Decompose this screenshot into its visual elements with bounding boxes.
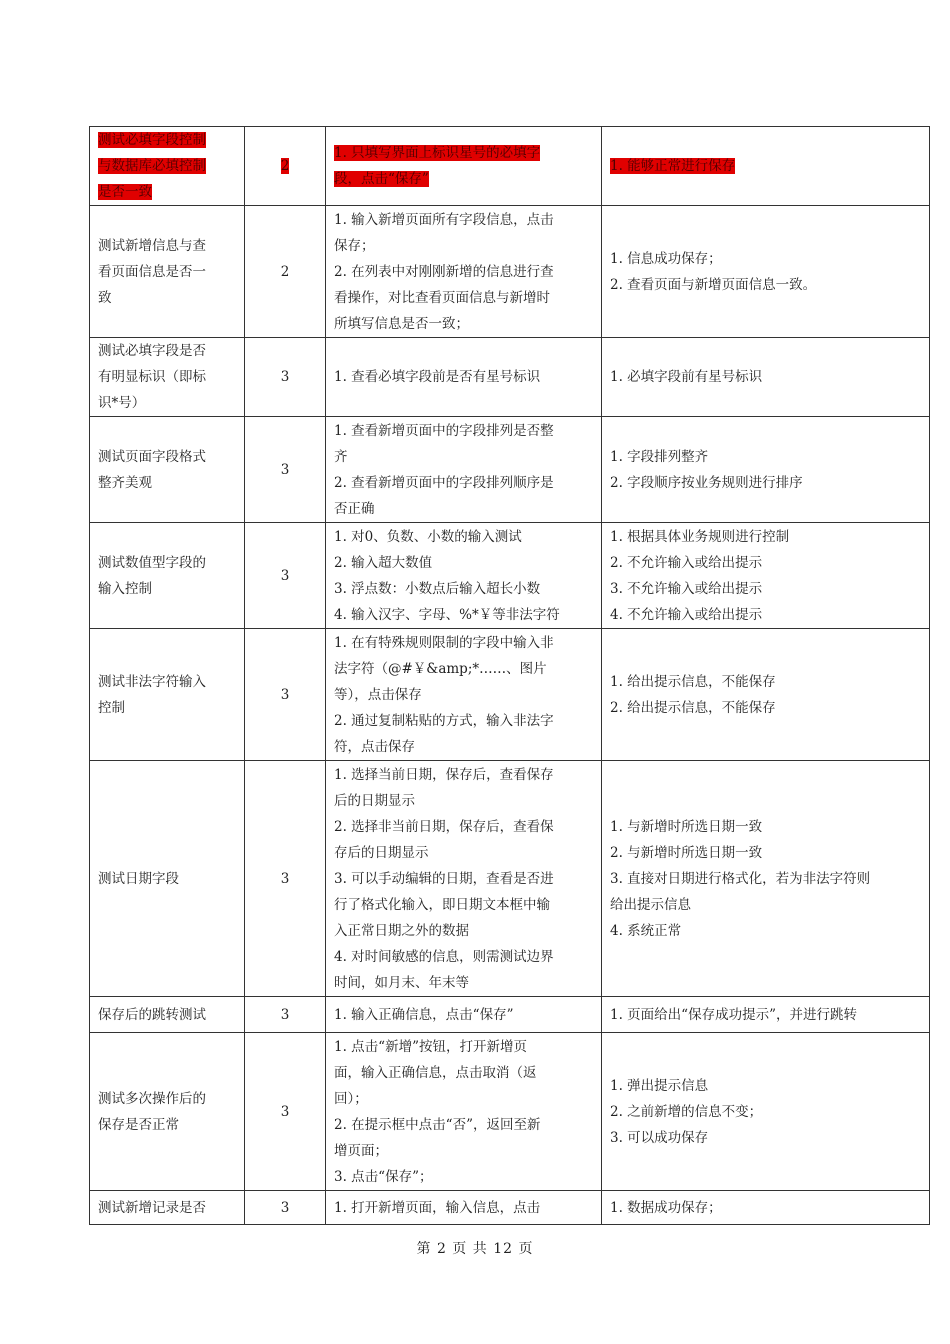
priority-cell [245,997,326,1033]
expected-result-line: 2. 字段顺序按业务规则进行排序 [610,474,803,491]
step-line: 后的日期显示 [334,792,415,809]
priority-value: 3 [280,1006,290,1023]
table-row [90,629,930,761]
table-body [90,127,930,1225]
expected-result-line: 2. 不允许输入或给出提示 [610,554,763,571]
step-line: 3. 点击“保存”； [334,1168,433,1185]
step-line: 4. 输入汉字、字母、%*￥等非法字符 [334,606,560,623]
step-line: 等），点击保存 [334,686,422,703]
priority-cell [245,1033,326,1191]
test-name-cell [90,338,245,417]
step-line: 1. 只填写界面上标识星号的必填字 [334,145,541,161]
priority-cell [245,629,326,761]
test-name-cell [90,127,245,206]
table-row [90,523,930,629]
expected-result-cell [602,206,930,338]
priority-cell [245,127,326,206]
steps-cell [326,523,602,629]
test-name-cell [90,761,245,997]
table-row [90,206,930,338]
table-row [90,1191,930,1225]
expected-result-line: 1. 给出提示信息，不能保存 [610,673,776,690]
expected-result-line: 4. 不允许输入或给出提示 [610,606,763,623]
priority-cell [245,417,326,523]
test-name-line: 测试日期字段 [98,870,179,887]
step-line: 2. 通过复制粘贴的方式，输入非法字 [334,712,554,729]
expected-result-cell [602,1191,930,1225]
expected-result-line: 2. 与新增时所选日期一致 [610,844,763,861]
step-line: 4. 对时间敏感的信息，则需测试边界 [334,948,554,965]
priority-value: 3 [280,369,290,385]
test-name-line: 测试非法字符输入 [98,673,206,690]
expected-result-line: 3. 可以成功保存 [610,1129,709,1146]
table-row [90,338,930,417]
step-line: 1. 输入新增页面所有字段信息，点击 [334,211,554,228]
expected-result-cell [602,417,930,523]
step-line: 2. 在提示框中点击“否”，返回至新 [334,1116,541,1133]
expected-result-line: 1. 必填字段前有星号标识 [610,369,763,385]
step-line: 1. 打开新增页面，输入信息，点击 [334,1199,541,1216]
expected-result-cell [602,338,930,417]
steps-cell [326,997,602,1033]
test-name-line: 是否一致 [98,184,152,200]
step-line: 1. 查看新增页面中的字段排列是否整 [334,422,554,439]
test-name-cell [90,417,245,523]
step-line: 回）； [334,1090,368,1107]
expected-result-cell [602,523,930,629]
step-line: 时间，如月末、年末等 [334,974,469,991]
step-line: 2. 选择非当前日期，保存后，查看保 [334,818,554,835]
table-row [90,761,930,997]
step-line: 看操作，对比查看页面信息与新增时 [334,289,550,306]
step-line: 2. 在列表中对刚刚新增的信息进行查 [334,263,554,280]
steps-cell [326,127,602,206]
steps-cell [326,417,602,523]
steps-cell [326,338,602,417]
steps-cell [326,629,602,761]
expected-result-line: 1. 能够正常进行保存 [610,158,736,174]
test-name-line: 测试新增信息与查 [98,237,206,254]
test-name-line: 保存后的跳转测试 [98,1006,206,1023]
test-name-line: 控制 [98,699,125,716]
priority-cell [245,1191,326,1225]
step-line: 保存； [334,237,375,254]
test-name-line: 测试多次操作后的 [98,1090,206,1107]
priority-value: 3 [280,1103,290,1120]
test-name-cell [90,206,245,338]
priority-value: 3 [280,870,290,887]
test-name-line: 整齐美观 [98,474,152,491]
expected-result-line: 1. 弹出提示信息 [610,1077,709,1094]
expected-result-line: 1. 根据具体业务规则进行控制 [610,528,790,545]
priority-cell [245,523,326,629]
step-line: 段，点击“保存” [334,171,429,187]
expected-result-cell [602,761,930,997]
step-line: 1. 点击“新增”按钮，打开新增页 [334,1038,527,1055]
step-line: 1. 在有特殊规则限制的字段中输入非 [334,634,554,651]
test-name-cell [90,1033,245,1191]
expected-result-line: 3. 直接对日期进行格式化，若为非法字符则 [610,870,871,887]
test-name-line: 致 [98,289,112,306]
step-line: 1. 对0、负数、小数的输入测试 [334,528,522,545]
page-footer: 第 2 页 共 12 页 [416,1241,534,1257]
expected-result-line: 给出提示信息 [610,896,691,913]
table-row [90,417,930,523]
step-line: 符，点击保存 [334,738,415,755]
test-name-line: 测试新增记录是否 [98,1199,206,1216]
step-line: 所填写信息是否一致； [334,315,469,332]
table-row [90,1033,930,1191]
test-name-line: 测试页面字段格式 [98,448,206,465]
step-line: 2. 输入超大数值 [334,554,433,571]
expected-result-line: 4. 系统正常 [610,922,682,939]
test-name-line: 输入控制 [98,580,152,597]
expected-result-line: 2. 查看页面与新增页面信息一致。 [610,276,817,293]
test-case-table [89,126,930,1225]
expected-result-line: 1. 页面给出“保存成功提示”，并进行跳转 [610,1006,857,1023]
expected-result-line: 1. 字段排列整齐 [610,448,709,465]
step-line: 法字符（@#￥&amp;*……、图片 [334,660,547,677]
expected-result-cell [602,127,930,206]
step-line: 1. 输入正确信息，点击“保存” [334,1006,514,1023]
step-line: 否正确 [334,500,375,517]
test-name-cell [90,997,245,1033]
test-name-line: 测试数值型字段的 [98,554,206,571]
test-name-cell [90,1191,245,1225]
test-name-line: 测试必填字段是否 [98,343,206,359]
priority-cell [245,338,326,417]
test-name-line: 测试必填字段控制 [98,132,206,148]
test-name-line: 与数据库必填控制 [98,158,206,174]
priority-value: 3 [280,461,290,478]
table-row [90,127,930,206]
test-name-cell [90,523,245,629]
steps-cell [326,761,602,997]
expected-result-line: 3. 不允许输入或给出提示 [610,580,763,597]
priority-value: 2 [280,158,290,174]
step-line: 1. 选择当前日期，保存后，查看保存 [334,766,554,783]
expected-result-line: 2. 之前新增的信息不变； [610,1103,763,1120]
test-name-line: 保存是否正常 [98,1116,179,1133]
test-name-line: 识*号） [98,395,146,411]
step-line: 2. 查看新增页面中的字段排列顺序是 [334,474,554,491]
test-name-line: 看页面信息是否一 [98,263,206,280]
priority-value: 3 [280,686,290,703]
priority-value: 3 [280,567,290,584]
step-line: 1. 查看必填字段前是否有星号标识 [334,369,541,385]
expected-result-line: 1. 与新增时所选日期一致 [610,818,763,835]
test-name-line: 有明显标识（即标 [98,369,206,385]
step-line: 入正常日期之外的数据 [334,922,469,939]
expected-result-line: 2. 给出提示信息，不能保存 [610,699,776,716]
step-line: 面，输入正确信息，点击取消（返 [334,1064,537,1081]
expected-result-cell [602,1033,930,1191]
step-line: 齐 [334,448,348,465]
priority-value: 2 [280,263,290,280]
table-row [90,997,930,1033]
test-name-cell [90,629,245,761]
priority-cell [245,206,326,338]
step-line: 存后的日期显示 [334,844,429,861]
step-line: 3. 可以手动编辑的日期，查看是否进 [334,870,554,887]
steps-cell [326,1033,602,1191]
expected-result-cell [602,629,930,761]
expected-result-line: 1. 数据成功保存； [610,1199,722,1216]
expected-result-line: 1. 信息成功保存； [610,250,722,267]
steps-cell [326,1191,602,1225]
steps-cell [326,206,602,338]
step-line: 增页面； [334,1142,388,1159]
step-line: 3. 浮点数：小数点后输入超长小数 [334,580,541,597]
priority-cell [245,761,326,997]
priority-value: 3 [280,1199,290,1216]
expected-result-cell [602,997,930,1033]
step-line: 行了格式化输入，即日期文本框中输 [334,896,550,913]
